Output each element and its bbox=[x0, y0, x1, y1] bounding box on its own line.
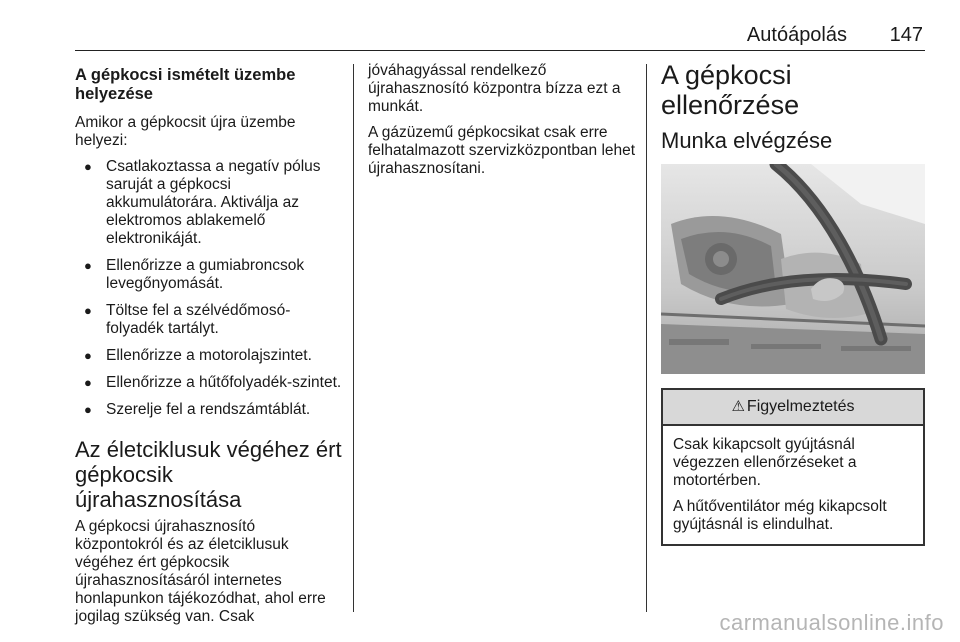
gas-vehicle-recycling-text: A gázüzemű gépkocsikat csak erre felhatalmazott szervizközpontban lehet újrahasznosítani. bbox=[368, 124, 636, 177]
warning-header bbox=[663, 390, 923, 426]
warning-body bbox=[663, 426, 923, 544]
recycling-text: A gépkocsi újrahasznosító központokról és az életciklusuk végéhez ért gépkocsik újrahasznosításáról internetes honlapunkon tájékozódhat, ahol erre jogilag szükség van. Csak bbox=[75, 518, 326, 625]
list-item: ● Csatlakoztassa a negatív pólus saruját a gépkocsi akkumulátorára. Aktiválja az elektromos ablakemelő elektronikáját. bbox=[75, 158, 345, 248]
column-right bbox=[661, 60, 926, 546]
list-item: ● Szerelje fel a rendszámtáblát. bbox=[75, 401, 345, 419]
vehicle-check-heading: A gépkocsi ellenőrzése bbox=[661, 60, 800, 120]
recommission-heading: A gépkocsi ismételt üzembe helyezése bbox=[75, 66, 296, 103]
warning-box bbox=[661, 388, 925, 546]
recommission-intro: Amikor a gépkocsit újra üzembe helyezi: bbox=[75, 114, 296, 149]
recommission-list bbox=[75, 158, 345, 419]
page-header bbox=[75, 18, 925, 51]
recycling-text-continued: jóváhagyással rendelkező újrahasznosító központra bízza ezt a munkát. bbox=[368, 62, 621, 115]
list-item: ● Töltse fel a szélvédőmosó-folyadék tartályt. bbox=[75, 302, 345, 338]
list-item: ● Ellenőrizze a gumiabroncsok levegőnyomását. bbox=[75, 257, 345, 293]
page-number: 147 bbox=[889, 24, 923, 46]
engine-hood-photo bbox=[661, 164, 925, 374]
warning-text-fan: A hűtőventilátor még kikapcsolt gyújtásnál is elindulhat. bbox=[673, 498, 887, 533]
list-item: ● Ellenőrizze a motorolajszintet. bbox=[75, 347, 345, 365]
recycling-heading: Az életciklusuk végéhez ért gépkocsik újrahasznosítása bbox=[75, 437, 342, 512]
column-left bbox=[75, 62, 345, 634]
watermark: carmanualsonline.info bbox=[719, 610, 944, 635]
header-section-title: Autóápolás bbox=[746, 24, 847, 46]
performing-work-heading: Munka elvégzése bbox=[661, 128, 833, 153]
warning-title: Figyelmeztetés bbox=[746, 398, 855, 415]
column-divider-right bbox=[646, 64, 647, 612]
column-divider-left bbox=[353, 64, 354, 612]
warning-text-ignition: Csak kikapcsolt gyújtásnál végezzen ellenőrzéseket a motortérben. bbox=[673, 436, 857, 489]
list-item: ● Ellenőrizze a hűtőfolyadék-szintet. bbox=[75, 374, 345, 392]
warning-triangle-icon: ⚠ bbox=[731, 398, 745, 415]
column-middle bbox=[368, 62, 638, 186]
